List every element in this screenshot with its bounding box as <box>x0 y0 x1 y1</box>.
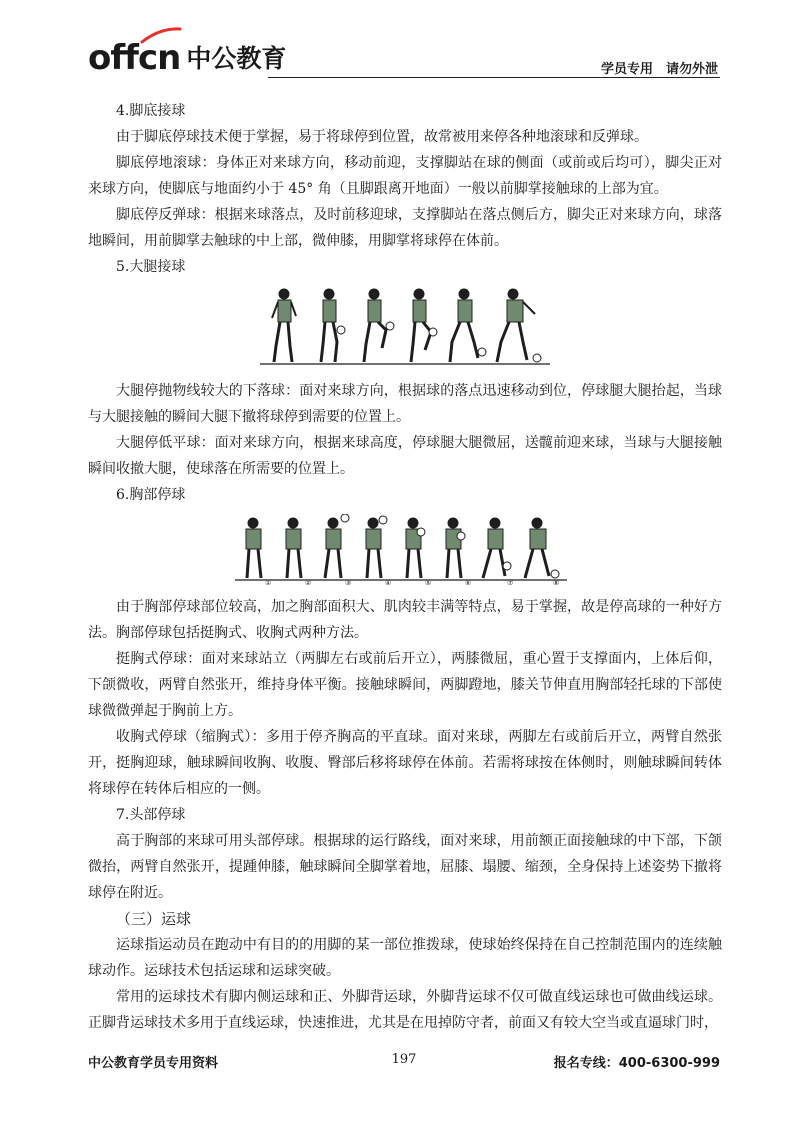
page-footer <box>88 1052 720 1076</box>
player-figure <box>246 518 261 578</box>
player-figure <box>525 518 559 578</box>
section-heading-dribbling: （三）运球 <box>116 910 192 928</box>
section-heading-foot-sole: 4.脚底接球 <box>116 103 186 119</box>
chest-step-label: ⑤ <box>425 579 432 586</box>
chest-step-label: ② <box>305 579 312 586</box>
player-figure <box>325 514 349 578</box>
logo-chinese-name: 中公教育 <box>186 44 287 73</box>
player-figure <box>366 516 387 578</box>
player-figure <box>364 289 394 362</box>
chest-step-label: ① <box>265 579 272 586</box>
paragraph: 运球指运动员在跑动中有目的的用脚的某一部位推拨球，使球始终保持在自己控制范围内的连续触球动作。运球技术包括运球和运球突破。 <box>88 937 722 979</box>
chest-step-label: ⑥ <box>465 579 472 586</box>
chest-trap-figure <box>235 514 575 586</box>
player-figure <box>411 289 437 362</box>
player-figure <box>406 518 425 578</box>
paragraph: 挺胸式停球：面对来球站立（两脚左右或前后开立），两膝微屈，重心置于支撑面内，上体后仰，下颌微收，两臂自然张开，维持身体平衡。接触球瞬间，两脚蹬地，膝关节伸直用胸部轻托球的下部使球微微弹起于胸前上方。 <box>88 651 722 719</box>
paragraph: 收胸式停球（缩胸式）：多用于停齐胸高的平直球。面对来球，两脚左右或前后开立，两臂自然张开，挺胸迎球，触球瞬间收胸、收腹、臀部后移将球停在体前。若需将球按在体侧时，则触球瞬间转体将球停在转体后相应的一侧。 <box>88 729 722 797</box>
chest-step-label: ④ <box>385 579 392 586</box>
player-figure <box>272 289 296 362</box>
chest-step-label: ⑧ <box>553 579 560 586</box>
page-number: 197 <box>391 1052 417 1067</box>
paragraph: 高于胸部的来球可用头部停球。根据球的运行路线，面对来球，用前额正面接触球的中下部，下颌微抬，两臂自然张开，提踵伸膝，触球瞬间全脚掌着地，屈膝、塌腰、缩颈，全身保持上述姿势下撤将球停在附近。 <box>88 833 722 901</box>
paragraph: 脚底停地滚球：身体正对来球方向，移动前迎，支撑脚站在球的侧面（或前或后均可），脚尖正对来球方向，使脚底与地面约小于 45° 角（且脚跟离开地面）一般以前脚掌接触球的上部为宜。 <box>88 155 722 197</box>
paragraph: 由于脚底停球技术便于掌握，易于将球停到位置，故常被用来停各种地滚球和反弹球。 <box>116 129 648 145</box>
header-rule <box>268 77 720 78</box>
page-header <box>88 34 720 80</box>
logo-swoosh-icon <box>140 26 182 44</box>
section-heading-chest: 6.胸部停球 <box>116 487 186 503</box>
player-figure <box>321 289 345 362</box>
player-figure <box>483 518 511 578</box>
footer-hotline: 报名专线：400-6300-999 <box>553 1056 720 1071</box>
page-content <box>88 98 722 1036</box>
paragraph: 常用的运球技术有脚内侧运球和正、外脚背运球，外脚背运球不仅可做直线运球也可做曲线运球。正脚背运球技术多用于直线运球，快速推进，尤其是在甩掉防守者，前面又有较大空当或直逼球门时， <box>88 989 722 1031</box>
paragraph: 大腿停低平球：面对来球方向，根据来球高度，停球腿大腿微屈，送髋前迎来球，当球与大腿接触瞬间收撤大腿，使球落在所需要的位置上。 <box>88 435 722 477</box>
player-figure <box>446 518 465 578</box>
chest-step-label: ③ <box>345 579 352 586</box>
thigh-trap-figure <box>260 286 550 370</box>
thigh-trap-illustration <box>260 286 550 370</box>
logo-wordmark: offcn <box>88 38 181 78</box>
paragraph: 由于胸部停球部位较高，加之胸部面积大、肌肉较丰满等特点，易于掌握，故是停高球的一种好方法。胸部停球包括挺胸式、收胸式两种方法。 <box>88 599 722 641</box>
section-heading-thigh: 5.大腿接球 <box>116 259 186 275</box>
paragraph: 大腿停抛物线较大的下落球：面对来球方向，根据球的落点迅速移动到位，停球腿大腿抬起，当球与大腿接触的瞬间大腿下撤将球停到需要的位置上。 <box>88 383 722 425</box>
chest-trap-illustration <box>235 514 575 586</box>
header-tagline: 学员专用 请勿外泄 <box>600 62 718 77</box>
paragraph: 脚底停反弹球：根据来球落点，及时前移迎球，支撑脚站在落点侧后方，脚尖正对来球方向，球落地瞬间，用前脚掌去触球的中上部，微伸膝，用脚掌将球停在体前。 <box>88 207 722 249</box>
offcn-logo <box>88 36 286 76</box>
footer-source: 中公教育学员专用资料 <box>88 1056 219 1071</box>
player-figure <box>286 518 301 578</box>
player-figure <box>450 289 486 362</box>
player-figure <box>497 289 541 362</box>
section-heading-head: 7.头部停球 <box>116 807 186 823</box>
chest-step-label: ⑦ <box>507 579 514 586</box>
